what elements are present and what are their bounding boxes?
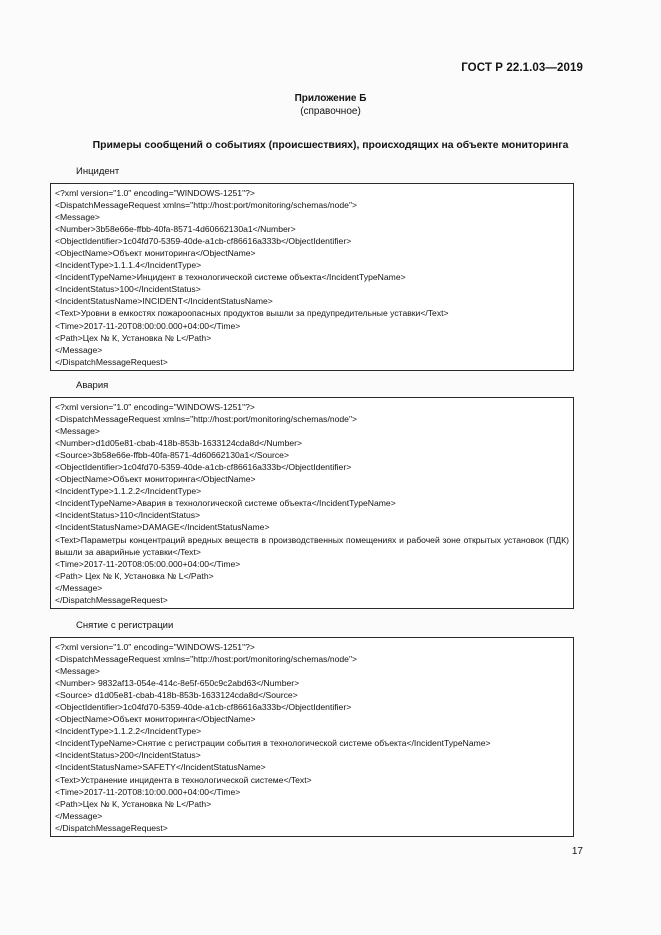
code-line: <Time>2017-11-20T08:05:00.000+04:00</Time> — [55, 558, 241, 569]
code-line: <Text>Параметры концентраций вредных веществ в производственных помещениях и рабочей зоне открытых установок (ПДК) вышли за аварийные уставки</Text> — [55, 534, 569, 557]
xml-block-accident — [50, 397, 574, 609]
code-line: </Message> — [55, 582, 103, 593]
block-label-incident: Инцидент — [76, 166, 120, 177]
code-line: </DispatchMessageRequest> — [55, 356, 168, 367]
code-line: <Number> 9832af13-054e-414c-8e5f-650c9c2abd63</Number> — [55, 678, 300, 689]
block-label-accident: Авария — [76, 380, 109, 391]
code-line: <Text>Устранение инцидента в технологической системе</Text> — [55, 774, 312, 785]
code-line: <DispatchMessageRequest xmlns="http://host:port/monitoring/schemas/node"> — [55, 654, 358, 665]
code-line: <IncidentTypeName>Авария в технологической системе объекта</IncidentTypeName> — [55, 498, 396, 509]
code-line: </DispatchMessageRequest> — [55, 594, 168, 605]
code-line: <IncidentTypeName>Снятие с регистрации события в технологической системе объекта</IncidentTypeName> — [55, 738, 491, 749]
code-line: <ObjectName>Объект мониторинга</ObjectName> — [55, 714, 256, 725]
code-line: <Path>Цех № К, Установка № L</Path> — [55, 332, 212, 343]
code-line: </DispatchMessageRequest> — [55, 822, 168, 833]
document-code: ГОСТ Р 22.1.03—2019 — [461, 62, 583, 74]
code-line: <Message> — [55, 212, 100, 223]
code-line: <Source> d1d05e81-cbab-418b-853b-1633124cda8d</Source> — [55, 690, 298, 701]
code-line: <Number>3b58e66e-ffbb-40fa-8571-4d60662130a1</Number> — [55, 224, 296, 235]
code-line: <Path> Цех № К, Установка № L</Path> — [55, 570, 214, 581]
page-number: 17 — [571, 846, 583, 857]
code-line: <ObjectIdentifier>1c04fd70-5359-40de-a1cb-cf86616a333b</ObjectIdentifier> — [55, 702, 352, 713]
code-line: <Number>d1d05e81-cbab-418b-853b-1633124cda8d</Number> — [55, 438, 303, 449]
xml-block-deregistration — [50, 637, 574, 837]
code-line: <ObjectName>Объект мониторинга</ObjectName> — [55, 474, 256, 485]
code-line: <IncidentType>1.1.2.2</IncidentType> — [55, 726, 202, 737]
code-line: <Source>3b58e66e-ffbb-40fa-8571-4d60662130a1</Source> — [55, 450, 289, 461]
code-line: </Message> — [55, 344, 103, 355]
code-line: <?xml version="1.0" encoding="WINDOWS-1251"?> — [55, 188, 255, 198]
appendix-title: Приложение Б — [294, 93, 367, 104]
appendix-heading — [0, 92, 661, 118]
code-line: <?xml version="1.0" encoding="WINDOWS-1251"?> — [55, 642, 255, 652]
appendix-subtitle: (справочное) — [300, 106, 361, 117]
code-line: <DispatchMessageRequest xmlns="http://host:port/monitoring/schemas/node"> — [55, 414, 358, 425]
code-line: <IncidentStatusName>INCIDENT</IncidentStatusName> — [55, 296, 273, 307]
xml-block-incident — [50, 183, 574, 371]
section-title: Примеры сообщений о событиях (происшествиях), происходящих на объекте мониторинга — [92, 140, 569, 151]
code-line: <ObjectIdentifier>1c04fd70-5359-40de-a1cb-cf86616a333b</ObjectIdentifier> — [55, 236, 352, 247]
code-line: <IncidentTypeName>Инцидент в технологической системе объекта</IncidentTypeName> — [55, 272, 406, 283]
code-line: <ObjectIdentifier>1c04fd70-5359-40de-a1cb-cf86616a333b</ObjectIdentifier> — [55, 462, 352, 473]
block-label-deregistration: Снятие с регистрации — [76, 620, 174, 631]
code-line: <IncidentStatusName>DAMAGE</IncidentStatusName> — [55, 522, 270, 533]
code-line: </Message> — [55, 810, 103, 821]
code-line: <Time>2017-11-20T08:10:00.000+04:00</Time> — [55, 786, 241, 797]
code-line: <IncidentType>1.1.2.2</IncidentType> — [55, 486, 202, 497]
code-line: <IncidentStatus>100</IncidentStatus> — [55, 284, 201, 295]
code-line: <IncidentType>1.1.1.4</IncidentType> — [55, 260, 202, 271]
code-line: <IncidentStatus>110</IncidentStatus> — [55, 510, 201, 521]
code-line: <IncidentStatusName>SAFETY</IncidentStatusName> — [55, 762, 266, 773]
code-line: <ObjectName>Объект мониторинга</ObjectName> — [55, 248, 256, 259]
code-line: <Message> — [55, 666, 100, 677]
code-line: <Path>Цех № К, Установка № L</Path> — [55, 798, 212, 809]
code-line: <Time>2017-11-20T08:00:00.000+04:00</Time> — [55, 320, 241, 331]
code-line: <Message> — [55, 426, 100, 437]
code-line: <DispatchMessageRequest xmlns="http://host:port/monitoring/schemas/node"> — [55, 200, 358, 211]
code-line: <IncidentStatus>200</IncidentStatus> — [55, 750, 201, 761]
code-line: <?xml version="1.0" encoding="WINDOWS-1251"?> — [55, 402, 255, 412]
code-line: <Text>Уровни в емкостях пожароопасных продуктов вышли за предупредительные уставки</Text> — [55, 308, 449, 319]
